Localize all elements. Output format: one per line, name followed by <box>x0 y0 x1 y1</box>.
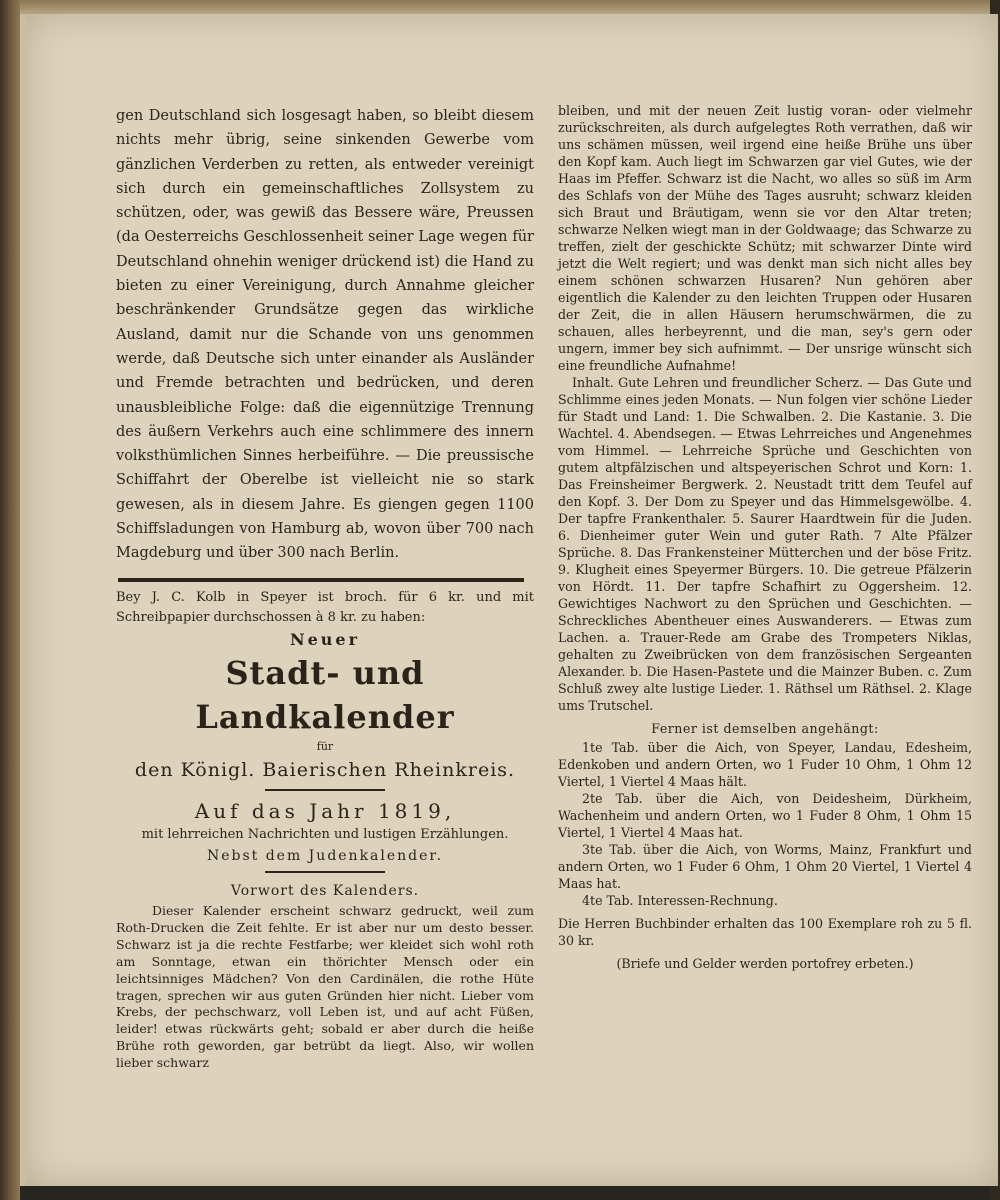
calendar-title: Stadt- und Landkalender <box>195 654 455 736</box>
postage-note: (Briefe und Gelder werden portofrey erbeten.) <box>616 956 914 971</box>
vorwort-text: Dieser Kalender erscheint schwarz gedruckt, weil zum Roth-Drucken die Zeit fehlte. Er ist aber nur um desto besser. Schwarz ist ja die rechte Festfarbe; wer kleidet sich wohl roth am Sonntage, etwan ein thörichter Mensch oder ein leichtsinniges Mädchen? Von den Cardinälen, die rothe Hüte tragen, sprechen wir aus guten Gründen hier nicht. Lieber vom Krebs, der pechschwarz, voll Leben ist, und auf acht Füßen, leider! etwas rückwärts geht; sobald er aber durch die heiße Brühe roth geworden, gar betrübt da liegt. Also, wir wollen lieber schwarz <box>116 903 534 1071</box>
table-4-note: 4te Tab. Interessen-Rechnung. <box>582 893 778 908</box>
right-paragraph: bleiben, und mit der neuen Zeit lustig voran- oder vielmehr zurückschreiten, als durch aufgelegtes Roth verrathen, daß wir uns schämen müssen, weil irgend eine heiße Brühe uns über den Kopf kam. Auch liegt im Schwarzen gar viel Gutes, wie der Haas im Pfeffer. Schwarz ist die Nacht, wo alles so süß im Arm des Schlafs von der Mühe des Tages ausruht; schwarz kleiden sich Braut und Bräutigam, wenn sie vor den Altar treten; schwarze Nelken wiegt man in der Goldwaage; das Schwarze zu treffen, zielt der geschickte Schütz; mit schwarzer Dinte wird jetzt die Welt regiert; und was denkt man sich nicht alles bey einem schönen schwarzen Husaren? Nun gehören aber eigentlich die Kalender zu den leichten Truppen oder Husaren der Zeit, die in allen Häusern herumschwärmen, die zu schauen, alles herbeyrennt, und die man, sey's gern oder ungern, immer bey sich aufnimmt. — Der unsrige wünscht sich eine freundliche Aufnahme! <box>558 103 972 373</box>
ad-fuer: für <box>316 740 334 753</box>
table-1-note: 1te Tab. über die Aich, von Speyer, Landau, Edesheim, Edenkoben und andern Orten, wo 1 Fuder 10 Ohm, 1 Ohm 12 Viertel, 1 Viertel 4 Maas hält. <box>558 740 972 789</box>
contents-paragraph: Inhalt. Gute Lehren und freundlicher Scherz. — Das Gute und Schlimme eines jeden Monats. — Nun folgen vier schöne Lieder für Stadt und Land: 1. Die Schwalben. 2. Die Kastanie. 3. Die Wachtel. 4. Abendsegen. — Etwas Lehrreiches und Angenehmes vom Himmel. — Lehrreiche Sprüche und Geschichten von gutem altpfälzischen und altspeyerischen Schrot und Korn: 1. Das Freinsheimer Bergwerk. 2. Neustadt tritt dem Teufel auf den Kopf. 3. Der Dom zu Speyer und das Himmelsgewölbe. 4. Der tapfre Frankenthaler. 5. Saurer Haardtwein für die Juden. 6. Dienheimer guter Wein und guter Rath. 7 Alte Pfälzer Sprüche. 8. Das Frankensteiner Mütterchen und der böse Fritz. 9. Klugheit eines Speyermer Bürgers. 10. Die getreue Pfälzerin von Hördt. 11. Der tapfre Schafhirt zu Oggersheim. 12. Gewichtiges Nachwort zu den Sprüchen und Geschichten. — Schreckliches Abentheuer eines Auswanderers. — Etwas zum Lachen. a. Trauer-Rede am Grabe des Trompeters Niklas, gehalten zu Zweibrücken von dem französischen Sergeanten Alexander. b. Die Hasen-Pastete und die Mainzer Buben. c. Zum Schluß zwey alte lustige Lieder. 1. Räthsel um Räthsel. 2. Klage ums Trutschel. <box>558 375 972 713</box>
book-spine <box>0 0 20 1200</box>
publisher-line: Bey J. C. Kolb in Speyer ist broch. für 6 kr. und mit Schreibpapier durchschossen à 8 kr. zu haben: <box>116 590 534 625</box>
left-paragraph: gen Deutschland sich losgesagt haben, so bleibt diesem nichts mehr übrig, seine sinkenden Gewerbe vom gänzlichen Verderben zu retten, als entweder vereinigt sich durch ein gemeinschaftliches Zollsystem zu schützen, oder, was gewiß das Bessere wäre, Preussen (da Oesterreichs Geschlossenheit seiner Lage wegen für Deutschland ohnehin weniger drückend ist) die Hand zu bieten zu einer Vereinigung, durch Annahme gleicher beschränkender Grundsätze gegen das wirkliche Ausland, damit nur die Schande von uns genommen werde, daß Deutsche sich unter einander als Ausländer und Fremde betrachten und bedrücken, und deren unausbleibliche Folge: daß die eigennützige Trennung des äußern Verkehrs auch eine schlimmere des innern volksthümlichen Sinnes herbeiführe. — Die preussische Schiffahrt der Oberelbe ist vielleicht nie so stark gewesen, als in diesem Jahre. Es giengen gegen 1100 Schiffsladungen von Hamburg ab, wovon über 700 nach Magdeburg und über 300 nach Berlin. <box>116 108 534 562</box>
calendar-subtitle: den Königl. Baierischen Rheinkreis. <box>134 759 516 781</box>
small-divider <box>265 789 385 791</box>
table-2-note: 2te Tab. über die Aich, von Deidesheim, Dürkheim, Wachenheim und andern Orten, wo 1 Fuder 8 Ohm, 1 Ohm 15 Viertel, 1 Viertel 4 Maas hat. <box>558 791 972 840</box>
table-3-note: 3te Tab. über die Aich, von Worms, Mainz, Frankfurt und andern Orten, wo 1 Fuder 6 Ohm, 1 Ohm 20 Viertel, 1 Viertel 4 Maas hat. <box>558 842 972 891</box>
bookbinder-note: Die Herren Buchbinder erhalten das 100 Exemplare roh zu 5 fl. 30 kr. <box>558 916 972 948</box>
calendar-tagline: mit lehrreichen Nachrichten und lustigen Erzählungen. <box>141 827 509 842</box>
section-divider <box>118 578 524 582</box>
small-divider-2 <box>265 871 385 873</box>
appendix-heading: Ferner ist demselben angehängt: <box>651 721 879 736</box>
calendar-year: Auf das Jahr 1819, <box>194 799 456 823</box>
ad-neuer: Neuer <box>289 630 361 649</box>
calendar-supplement: Nebst dem Judenkalender. <box>206 848 444 864</box>
right-column <box>558 102 972 972</box>
vorwort-heading: Vorwort des Kalenders. <box>230 883 420 899</box>
calendar-advertisement <box>116 588 534 1072</box>
left-column <box>116 104 534 566</box>
